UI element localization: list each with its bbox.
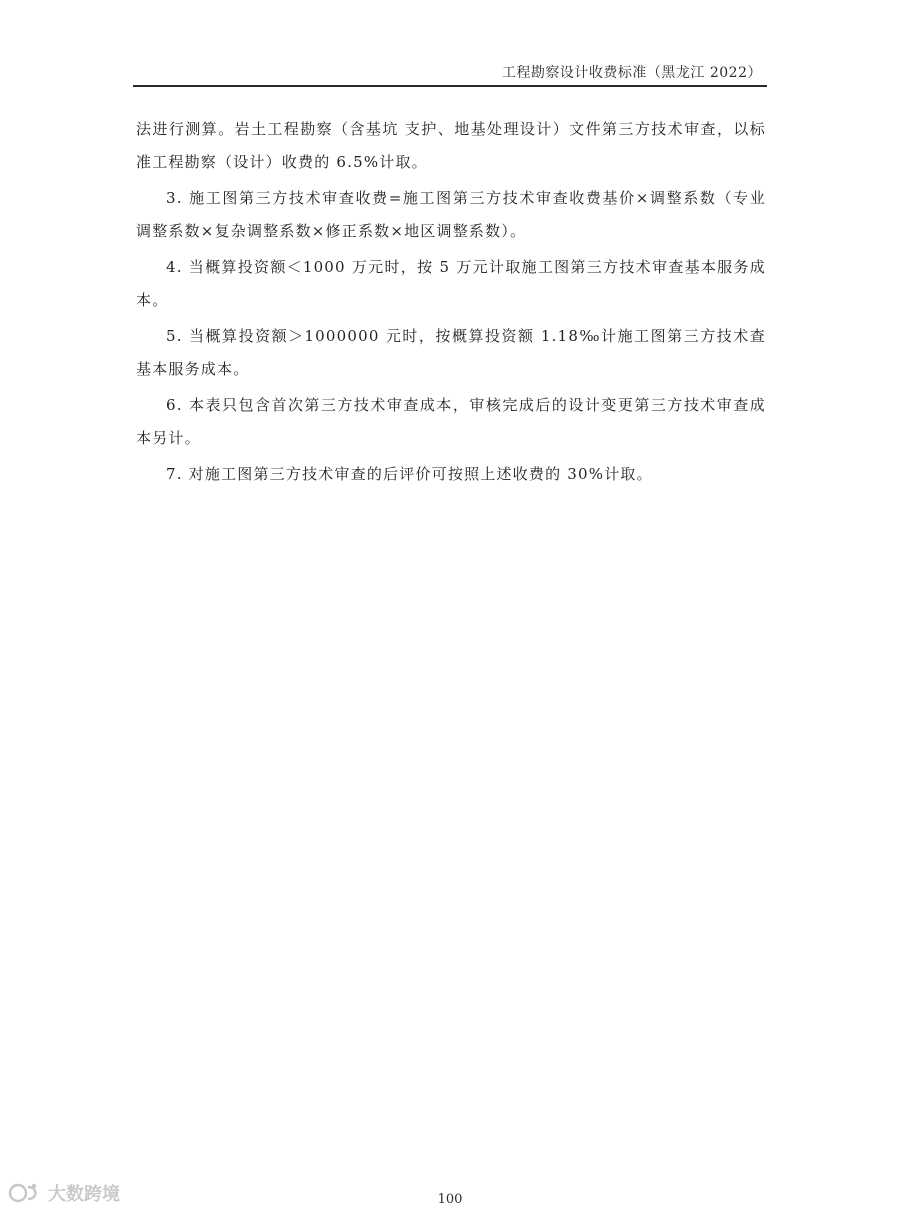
page-number: 100 xyxy=(437,1192,463,1207)
paragraph-item-6: 6. 本表只包含首次第三方技术审查成本，审核完成后的设计变更第三方技术审查成本另计。 xyxy=(136,396,766,447)
paragraph-item-5: 5. 当概算投资额＞1000000 元时，按概算投资额 1.18‰计施工图第三方技术查基本服务成本。 xyxy=(136,327,766,378)
running-header: 工程勘察设计收费标准（黑龙江 2022） xyxy=(501,65,762,81)
watermark-logo-icon xyxy=(8,1181,44,1205)
paragraph-item-4: 4. 当概算投资额＜1000 万元时，按 5 万元计取施工图第三方技术审查基本服务成本。 xyxy=(136,258,766,309)
paragraph-continuation: 法进行测算。岩土工程勘察（含基坑 支护、地基处理设计）文件第三方技术审查，以标准工程勘察（设计）收费的 6.5%计取。 xyxy=(136,120,766,171)
watermark-text: 大数跨境 xyxy=(48,1184,120,1205)
document-body xyxy=(136,113,766,494)
paragraph-item-7: 7. 对施工图第三方技术审查的后评价可按照上述收费的 30%计取。 xyxy=(166,465,653,483)
paragraph-item-3: 3. 施工图第三方技术审查收费=施工图第三方技术审查收费基价×调整系数（专业调整系数×复杂调整系数×修正系数×地区调整系数）。 xyxy=(136,189,766,240)
header-divider xyxy=(133,85,767,87)
watermark xyxy=(8,1180,120,1206)
